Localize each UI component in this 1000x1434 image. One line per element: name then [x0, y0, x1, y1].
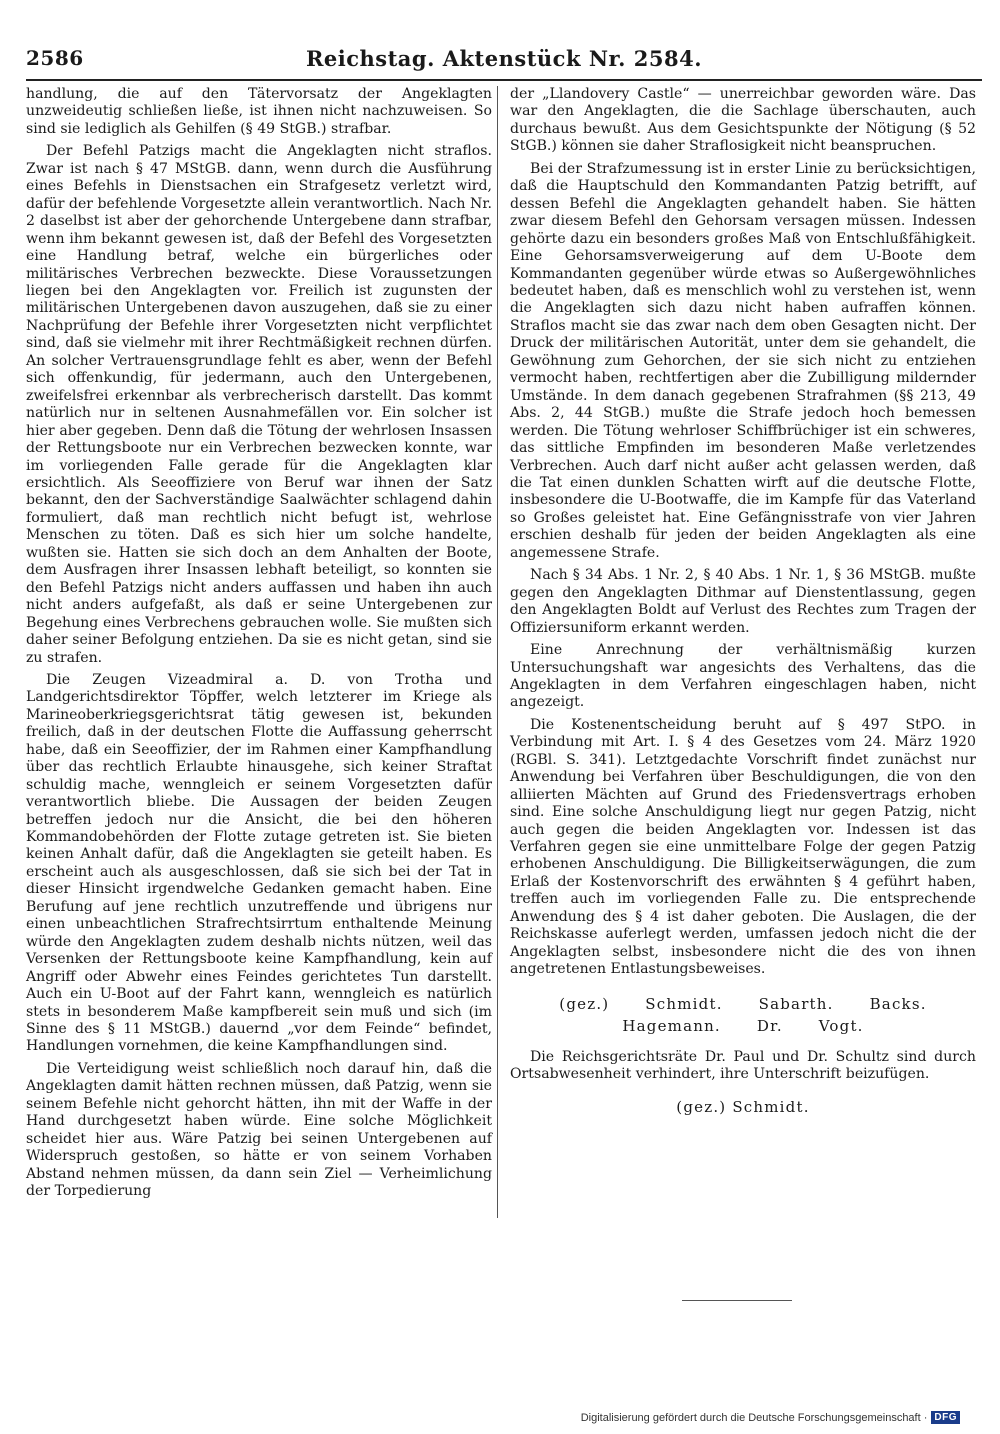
signature-row-2: Hagemann. Dr. Vogt.	[622, 1016, 864, 1035]
closing-note: Die Reichsgerichtsräte Dr. Paul und Dr. Schultz sind durch Ortsabwesenheit verhindert, ihre Unterschrift beizufügen.	[510, 1048, 976, 1083]
right-paragraph-1: der „Llandovery Castle“ — unerreichbar geworden wäre. Das war den Angeklagten, die die Sachlage überschauten, auch durchaus bewußt. Aus dem Gesichtspunkte der Nötigung (§ 52 StGB.) können sie daher Straflosigkeit nicht beanspruchen.	[510, 86, 976, 155]
signature-block	[510, 993, 976, 1037]
left-paragraph-2: Der Befehl Patzigs macht die Angeklagten nicht straflos. Zwar ist nach § 47 MStGB. dann, wenn durch die Ausführung eines Befehls in Dienstsachen ein Strafgesetz verletzt wird, dafür der befehlende Vorgesetzte allein verantwortlich. Nach Nr. 2 daselbst ist aber der gehorchende Untergebene dann strafbar, wenn ihm bekannt gewesen ist, daß der Befehl des Vorgesetzten eine Handlung betraf, welche ein bürgerliches oder militärisches Verbrechen bezweckte. Diese Voraussetzungen liegen bei den Angeklagten vor. Freilich ist zugunsten der militärischen Untergebenen davon auszugehen, daß sie zu einer Nachprüfung der Befehle ihrer Vorgesetzten nicht verpflichtet sind, daß sie vielmehr mit ihrer Rechtmäßigkeit rechnen dürfen. An solcher Vertrauensgrundlage fehlt es aber, wenn der Befehl sich offenkundig, für jedermann, auch den Untergebenen, zweifelsfrei erkennbar als verbrecherisch darstellt. Das kommt natürlich nur in seltenen Ausnahmefällen vor. Ein solcher ist hier aber gegeben. Denn daß die Tötung der wehrlosen Insassen der Rettungsboote nur ein Verbrechen bezwecken konnte, war im vorliegenden Falle gerade für die Angeklagten klar ersichtlich. Als Seeoffiziere von Beruf war ihnen der Satz bekannt, den der Sachverständige Saalwächter schlagend dahin formuliert, daß man rechtlich nicht befugt ist, wehrlose Menschen zu töten. Daß es sich hier um solche handelte, wußten sie. Hatten sie sich doch an dem Anhalten der Boote, dem Ausfragen ihrer Insassen lebhaft beteiligt, so konnten sie den Befehl Patzigs nicht anders auffassen und haben ihn auch nicht anders aufgefaßt, als daß er seine Untergebenen zur Begehung eines Verbrechens gebrauchen wolle. Sie mußten sich daher seiner Befolgung entziehen. Da sie es nicht getan, sind sie zu strafen.	[26, 143, 492, 666]
running-title: Reichstag. Aktenstück Nr. 2584.	[305, 46, 703, 71]
footer-credit-text: Digitalisierung gefördert durch die Deutsche Forschungsgemeinschaft ·	[580, 1411, 928, 1424]
final-signature: (gez.) Schmidt.	[676, 1097, 810, 1116]
left-paragraph-4: Die Verteidigung weist schließlich noch darauf hin, daß die Angeklagten damit hätten rechnen müssen, daß Patzig, wenn sie seinem Befehle nicht gehorcht hätten, ihn mit der Waffe in der Hand durchgesetzt haben würde. Eine solche Möglichkeit scheidet hier aus. Wäre Patzig bei seinen Untergebenen auf Widerspruch gestoßen, so hätte er von seinem Vorhaben Abstand nehmen müssen, da dann sein Ziel — Verheimlichung der Torpedierung	[26, 1060, 492, 1200]
dfg-logo: DFG	[931, 1411, 960, 1424]
right-paragraph-4: Eine Anrechnung der verhältnismäßig kurzen Untersuchungshaft war angesichts des Verhaltens, das die Angeklagten in dem Verfahren eingeschlagen haben, nicht angezeigt.	[510, 642, 976, 711]
header-rule	[26, 79, 982, 81]
column-divider	[497, 86, 498, 1218]
right-paragraph-5: Die Kostenentscheidung beruht auf § 497 StPO. in Verbindung mit Art. I. § 4 des Gesetzes vom 24. März 1920 (RGBl. S. 341). Letztgedachte Vorschrift findet zunächst nur Anwendung bei Verfahren über Beschuldigungen, die von den alliierten Mächten auf Grund des Friedensvertrags erhoben sind. Eine solche Anschuldigung liegt nur gegen Patzig, nicht auch gegen die beiden Angeklagten vor. Indessen ist das Verfahren gegen sie eine unmittelbare Folge der gegen Patzig erhobenen Anschuldigung. Die Billigkeitserwägungen, die zum Erlaß der Kostenvorschrift des erwähnten § 4 geführt haben, treffen auch im vorliegenden Falle zu. Die entsprechende Anwendung des § 4 ist daher geboten. Die Auslagen, die der Reichskasse auferlegt werden, umfassen jedoch nicht die der Angeklagten selbst, insbesondere nicht die des von ihnen angetretenen Entlastungsbeweises.	[510, 716, 976, 978]
right-column	[510, 86, 976, 1116]
end-rule	[682, 1300, 792, 1301]
page-number: 2586	[26, 46, 84, 70]
right-paragraph-3: Nach § 34 Abs. 1 Nr. 2, § 40 Abs. 1 Nr. 1, § 36 MStGB. mußte gegen den Angeklagten Dithmar auf Dienstentlassung, gegen den Angeklagten Boldt auf Verlust des Rechtes zum Tragen der Offiziersuniform erkannt werden.	[510, 567, 976, 636]
footer-credit	[581, 1411, 960, 1424]
signature-row-1: (gez.) Schmidt. Sabarth. Backs.	[559, 994, 927, 1013]
left-column	[26, 86, 492, 1206]
left-paragraph-3: Die Zeugen Vizeadmiral a. D. von Trotha und Landgerichtsdirektor Töpffer, welch letzterer im Kriege als Marineoberkriegsgerichtsrat tätig gewesen ist, bekunden freilich, daß in der deutschen Flotte die Auffassung geherrscht habe, daß ein Seeoffizier, der im Rahmen einer Kampfhandlung über das rechtlich Erlaubte hinausgehe, sich keiner Straftat schuldig mache, wenngleich er seinem Vorgesetzten dafür verantwortlich bliebe. Die Aussagen der beiden Zeugen betreffen jedoch nur die Ansicht, die bei den höheren Kommandobehörden der Flotte zutage getreten ist. Sie bieten keinen Anhalt dafür, daß die Angeklagten sie geteilt haben. Es erscheint auch als ausgeschlossen, daß sie sich bei der Tat in dieser Hinsicht irgendwelche Gedanken gemacht haben. Eine Berufung auf jene rechtlich unzutreffende und übrigens nur einen unbeachtlichen Strafrechtsirrtum enthaltende Meinung würde den Angeklagten zudem deshalb nichts nützen, weil das Versenken der Rettungsboote keine Kampfhandlung, kein auf Angriff oder Abwehr eines Feindes gerichtetes Tun darstellt. Auch ein U-Boot auf der Fahrt kann, wenngleich es natürlich stets in besonderem Maße kampfbereit sein muß und sich (im Sinne des § 11 MStGB.) dauernd „vor dem Feinde“ befindet, Handlungen vornehmen, die keine Kampfhandlungen sind.	[26, 671, 492, 1055]
right-paragraph-2: Bei der Strafzumessung ist in erster Linie zu berücksichtigen, daß die Hauptschuld den Kommandanten Patzig betrifft, auf dessen Befehl die Angeklagten gehandelt haben. Sie hätten zwar diesem Befehl den Gehorsam versagen müssen. Indessen gehörte dazu ein besonders großes Maß von Entschlußfähigkeit. Eine Gehorsamsverweigerung auf dem U-Boote dem Kommandanten gegenüber würde etwas so Außergewöhnliches bedeutet haben, daß es menschlich wohl zu verstehen ist, wenn die Angeklagten sich dazu nicht haben aufraffen können. Straflos macht sie das zwar nach dem oben Gesagten nicht. Der Druck der militärischen Autorität, unter dem sie gehandelt, die Gewöhnung zum Gehorchen, der sie sich nicht zu entziehen vermocht haben, rechtfertigen aber die Zubilligung mildernder Umstände. In dem danach gegebenen Strafrahmen (§§ 213, 49 Abs. 2, 44 StGB.) mußte die Strafe jedoch hoch bemessen werden. Die Tötung wehrloser Schiffbrüchiger ist ein schweres, das sittliche Empfinden im besonderen Maße verletzendes Verbrechen. Auch darf nicht außer acht gelassen werden, daß die Tat einen dunklen Schatten wirft auf die deutsche Flotte, insbesondere die U-Bootwaffe, die im Kampfe für das Vaterland so Großes geleistet hat. Eine Gefängnisstrafe von vier Jahren erschien deshalb für jeden der beiden Angeklagten als eine angemessene Strafe.	[510, 160, 976, 561]
page-header	[26, 46, 982, 80]
left-paragraph-1: handlung, die auf den Tätervorsatz der Angeklagten unzweideutig schließen ließe, ist ihnen nicht nachzuweisen. So sind sie lediglich als Gehilfen (§ 49 StGB.) strafbar.	[26, 86, 492, 137]
